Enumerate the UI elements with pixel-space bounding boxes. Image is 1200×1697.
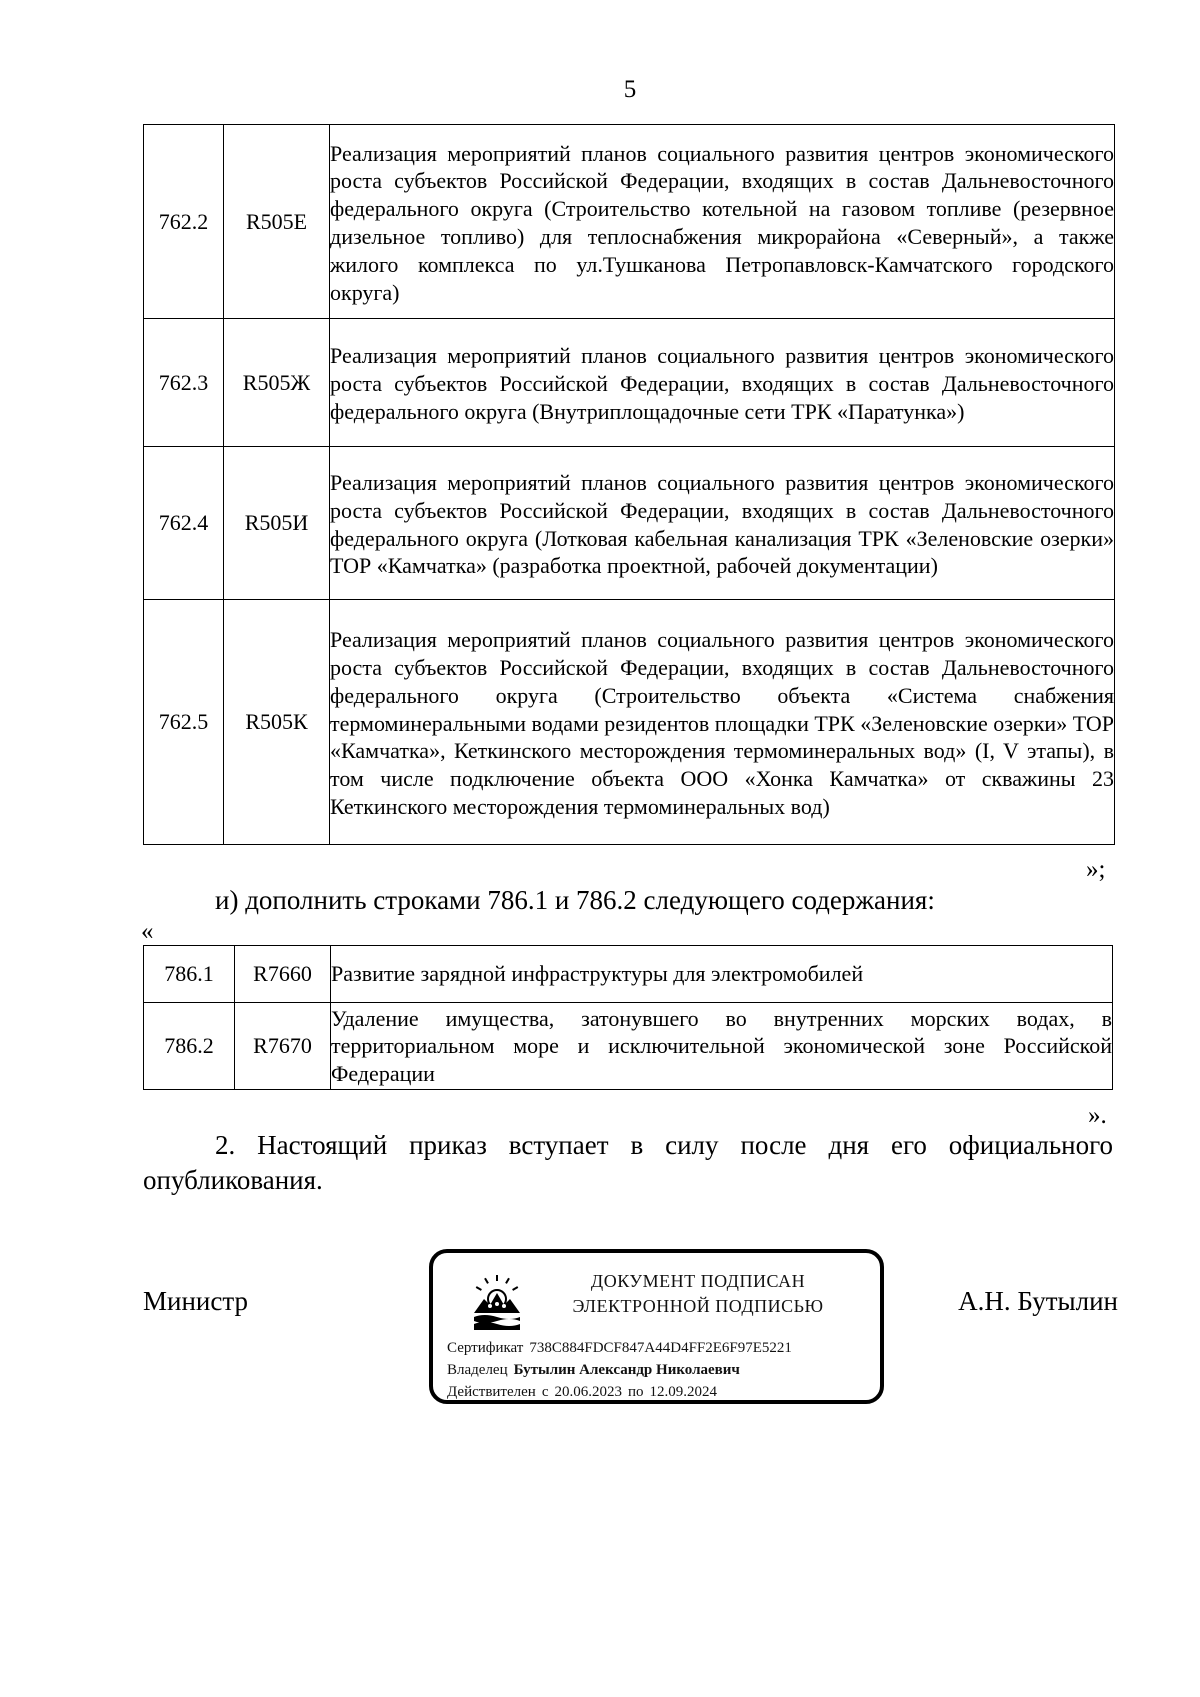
row-code: R505Е (224, 125, 330, 319)
table-row (144, 125, 1115, 319)
certificate-line (447, 1340, 792, 1357)
closing-quote: ». (1088, 1102, 1107, 1129)
table-row (144, 946, 1113, 1003)
table-row (144, 447, 1115, 600)
kamchatka-emblem-icon (470, 1273, 524, 1333)
e-signature-stamp (429, 1249, 884, 1404)
row-code: R505И (224, 447, 330, 600)
row-number: 786.1 (144, 946, 235, 1003)
valid-to: 12.09.2024 (649, 1384, 718, 1400)
row-number: 762.2 (144, 125, 224, 319)
certificate-value: 738C884FDCF847A44D4FF2E6F97E5221 (529, 1340, 792, 1356)
owner-value: Бутылин Александр Николаевич (513, 1362, 740, 1378)
row-code: R7670 (235, 1003, 331, 1090)
signer-title: Министр (143, 1286, 248, 1316)
row-description: Реализация мероприятий планов социального развития центров экономического роста субъектов Российской Федерации, входящих в состав Дальневосточного федерального округа (Строительство объекта «Система снабжения термоминеральными водами резидентов площадки ТРК «Зеленовские озерки» ТОР «Камчатка», Кеткинского месторождения термоминеральных вод» (I, V этапы), в том числе подключение объекта ООО «Хонка Камчатка» от скважины 23 Кеткинского месторождения термоминеральных вод) (330, 627, 1114, 819)
certificate-label: Сертификат (447, 1340, 524, 1356)
row-number: 786.2 (144, 1003, 235, 1090)
table-row (144, 319, 1115, 447)
row-description: Удаление имущества, затонувшего во внутренних морских водах, в территориальном море и исключительной экономической зоне Российской Федерации (331, 1006, 1112, 1086)
amendment-intro: и) дополнить строками 786.1 и 786.2 следующего содержания: (215, 885, 935, 915)
stamp-heading: ЭЛЕКТРОННОЙ ПОДПИСЬЮ (572, 1296, 824, 1316)
row-number: 762.5 (144, 600, 224, 845)
stamp-heading: ДОКУМЕНТ ПОДПИСАН (590, 1271, 806, 1291)
row-description: Реализация мероприятий планов социального развития центров экономического роста субъектов Российской Федерации, входящих в состав Дальневосточного федерального округа (Строительство котельной на газовом топливе (резервное дизельное топливо) для теплоснабжения микрорайона «Северный», а также жилого комплекса по ул.Тушканова Петропавловск-Камчатского городского округа) (330, 140, 1114, 305)
budget-codes-table (143, 124, 1115, 845)
row-description: Реализация мероприятий планов социального развития центров экономического роста субъектов Российской Федерации, входящих в состав Дальневосточного федерального округа (Внутриплощадочные сети ТРК «Паратунка») (330, 343, 1114, 424)
new-rows-table (143, 945, 1113, 1090)
valid-from-prefix: с (541, 1384, 549, 1400)
row-code: R7660 (235, 946, 331, 1003)
owner-label: Владелец (447, 1362, 508, 1378)
row-description: Развитие зарядной инфраструктуры для электромобилей (331, 961, 864, 987)
valid-to-prefix: по (627, 1384, 644, 1400)
page-number: 5 (623, 76, 637, 103)
signer-name: А.Н. Бутылин (958, 1286, 1118, 1316)
closing-quote: »; (1086, 856, 1106, 883)
validity-line (447, 1384, 717, 1401)
opening-quote: « (141, 918, 154, 945)
row-code: R505К (224, 600, 330, 845)
table-row (144, 600, 1115, 845)
row-number: 762.3 (144, 319, 224, 447)
row-code: R505Ж (224, 319, 330, 447)
table-row (144, 1003, 1113, 1090)
valid-label: Действителен (447, 1384, 536, 1400)
owner-line (447, 1362, 740, 1379)
effective-date-paragraph: 2. Настоящий приказ вступает в силу после дня его официального опубликования. (143, 1130, 1113, 1195)
row-description: Реализация мероприятий планов социального развития центров экономического роста субъектов Российской Федерации, входящих в состав Дальневосточного федерального округа (Лотковая кабельная канализация ТРК «Зеленовские озерки» ТОР «Камчатка» (разработка проектной, рабочей документации) (330, 469, 1114, 579)
row-number: 762.4 (144, 447, 224, 600)
valid-from: 20.06.2023 (554, 1384, 622, 1400)
